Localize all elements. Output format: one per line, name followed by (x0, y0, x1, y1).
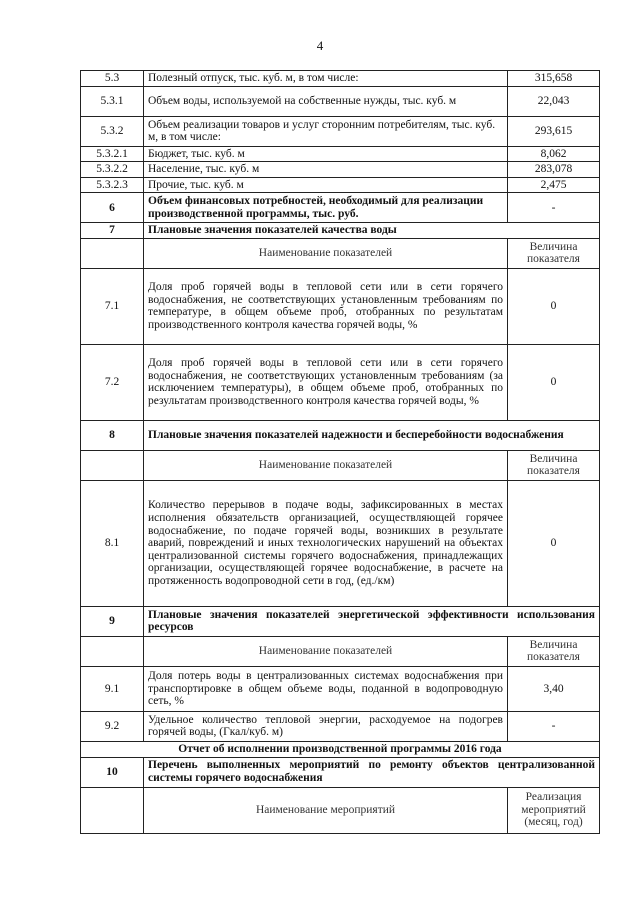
row-value: 2,475 (508, 177, 600, 193)
table-row (81, 666, 600, 711)
row-number: 7.2 (81, 344, 144, 420)
row-number: 5.3.2.2 (81, 162, 144, 178)
table-row (81, 480, 600, 606)
header-value: Величина показателя (508, 450, 600, 480)
row-value: - (508, 711, 600, 741)
row-value: 3,40 (508, 666, 600, 711)
row-value: 293,615 (508, 116, 600, 146)
table-row (81, 86, 600, 116)
row-text: Объем реализации товаров и услуг сторонним потребителям, тыс. куб. м, в том числе: (144, 116, 508, 146)
section-number: 9 (81, 606, 144, 636)
row-number: 8.1 (81, 480, 144, 606)
section-title: Плановые значения показателей энергетической эффективности использования ресурсов (144, 606, 600, 636)
row-value: 315,658 (508, 71, 600, 87)
report-title-row (81, 741, 600, 757)
header-name: Наименование показателей (144, 238, 508, 268)
section-7-row (81, 223, 600, 239)
row-text: Доля потерь воды в централизованных системах водоснабжения при транспортировке в общем объеме воды, поданной в водопроводную сеть, % (144, 666, 508, 711)
row-number: 5.3 (81, 71, 144, 87)
row-number: 5.3.2.1 (81, 146, 144, 162)
header-value: Величина показателя (508, 636, 600, 666)
header-name: Наименование показателей (144, 450, 508, 480)
header-row (81, 238, 600, 268)
section-8-row (81, 420, 600, 450)
section-title: Объем финансовых потребностей, необходимый для реализации производственной программы, тыс. руб. (144, 193, 508, 223)
row-number: 5.3.2 (81, 116, 144, 146)
table-row (81, 146, 600, 162)
section-number: 7 (81, 223, 144, 239)
header-row (81, 636, 600, 666)
section-10-row (81, 757, 600, 787)
table-row (81, 711, 600, 741)
section-number: 10 (81, 757, 144, 787)
header-name: Наименование показателей (144, 636, 508, 666)
row-value: 283,078 (508, 162, 600, 178)
table-row (81, 177, 600, 193)
row-text: Доля проб горячей воды в тепловой сети или в сети горячего водоснабжения, не соответствующих установленным требованиям по температуре, в общем объеме проб, отобранных по результатам производственного контроля качества горячей воды, % (144, 268, 508, 344)
header-value: Величина показателя (508, 238, 600, 268)
section-title: Плановые значения показателей надежности и бесперебойности водоснабжения (144, 420, 600, 450)
header-value: Реализация мероприятий (месяц, год) (508, 787, 600, 833)
row-text: Доля проб горячей воды в тепловой сети или в сети горячего водоснабжения, не соответствующих установленным требованиям (за исключением температуры), в общем объеме проб, отобранных по результатам производственного контроля качества горячей воды, % (144, 344, 508, 420)
header-name: Наименование мероприятий (144, 787, 508, 833)
section-number: 8 (81, 420, 144, 450)
table-row (81, 71, 600, 87)
row-text: Объем воды, используемой на собственные нужды, тыс. куб. м (144, 86, 508, 116)
row-number: 5.3.1 (81, 86, 144, 116)
section-9-row (81, 606, 600, 636)
row-value: 0 (508, 344, 600, 420)
table-row (81, 344, 600, 420)
row-text: Бюджет, тыс. куб. м (144, 146, 508, 162)
page-number: 4 (316, 38, 324, 53)
row-text: Удельное количество тепловой энергии, расходуемое на подогрев горячей воды, (Гкал/куб. м) (144, 711, 508, 741)
section-6-row (81, 193, 600, 223)
program-table (80, 70, 600, 834)
table-row (81, 116, 600, 146)
row-text: Прочие, тыс. куб. м (144, 177, 508, 193)
row-text: Полезный отпуск, тыс. куб. м, в том числе: (144, 71, 508, 87)
row-number: 5.3.2.3 (81, 177, 144, 193)
header-row (81, 450, 600, 480)
table-row (81, 162, 600, 178)
row-number: 7.1 (81, 268, 144, 344)
header-row (81, 787, 600, 833)
section-number: 6 (81, 193, 144, 223)
row-value: 0 (508, 268, 600, 344)
row-text: Количество перерывов в подаче воды, зафиксированных в местах исполнения обязательств организацией, осуществляющей горячее водоснабжение, по подаче горячей воды, возникших в результате аварий, повреждений и иных технологических нарушений на объектах централизованной системы горячего водоснабжения, принадлежащих организации, осуществляющей горячее водоснабжение, в расчете на протяженность водопроводной сети в год, (ед./км) (144, 480, 508, 606)
row-number: 9.1 (81, 666, 144, 711)
section-title: Плановые значения показателей качества воды (144, 223, 600, 239)
section-value: - (508, 193, 600, 223)
row-value: 8,062 (508, 146, 600, 162)
row-value: 22,043 (508, 86, 600, 116)
row-value: 0 (508, 480, 600, 606)
section-title: Перечень выполненных мероприятий по ремонту объектов централизованной системы горячего водоснабжения (144, 757, 600, 787)
report-title: Отчет об исполнении производственной программы 2016 года (81, 741, 600, 757)
table-row (81, 268, 600, 344)
row-text: Население, тыс. куб. м (144, 162, 508, 178)
row-number: 9.2 (81, 711, 144, 741)
